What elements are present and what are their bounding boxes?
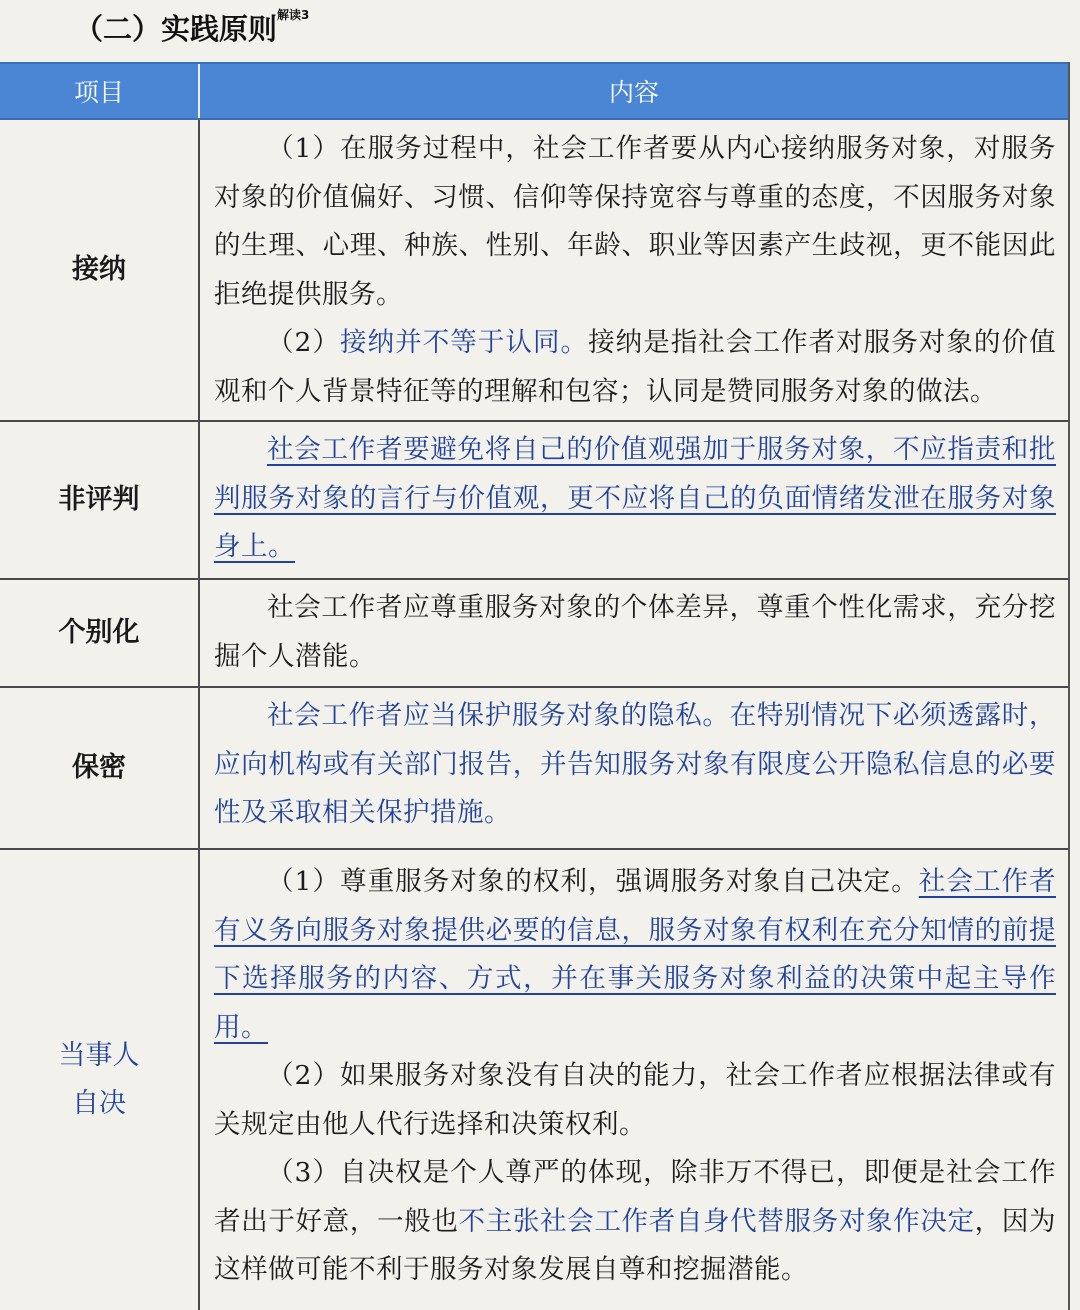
section-title: （二）实践原则: [74, 12, 278, 46]
header-item: 项目: [0, 64, 200, 118]
row-label-self-determination: 当事人 自决: [0, 850, 200, 1310]
highlight-text: 不主张社会工作者自身代替服务对象作决定: [458, 1205, 975, 1237]
paragraph: （1）尊重服务对象的权利，强调服务对象自己决定。社会工作者有义务向服务对象提供必要的信息，服务对象有权利在充分知情的前提下选择服务的内容、方式，并在事关服务对象利益的决策中起主导作用。: [214, 866, 1056, 1043]
table-row-acceptance: [0, 120, 1068, 422]
header-content: 内容: [608, 78, 659, 107]
paragraph: （2）接纳并不等于认同。接纳是指社会工作者对服务对象的价值观和个人背景特征等的理解和包容；认同是赞同服务对象的做法。: [214, 327, 1057, 407]
paragraph: 社会工作者应当保护服务对象的隐私。在特别情况下必须透露时，应向机构或有关部门报告，并告知服务对象有限度公开隐私信息的必要性及采取相关保护措施。: [214, 700, 1056, 828]
paragraph: 社会工作者应尊重服务对象的个体差异，尊重个性化需求，充分挖掘个人潜能。: [214, 592, 1056, 672]
row-content-self-determination: [200, 850, 1068, 1310]
row-label-acceptance: 接纳: [0, 120, 200, 420]
table-header: [0, 62, 1068, 120]
underlined-text: 社会工作者有义务向服务对象提供必要的信息，服务对象有权利在充分知情的前提下选择服务的内容、方式，并在事关服务对象利益的决策中起主导作用。: [214, 866, 1056, 1043]
row-label-individualization: 个别化: [0, 580, 200, 686]
principles-table: [0, 62, 1070, 1310]
table-row-self-determination: [0, 850, 1068, 1310]
row-content-confidentiality: [200, 688, 1068, 848]
row-content-non-judgment: [200, 422, 1068, 578]
note-superscript: 解读3: [277, 8, 310, 22]
paragraph: （1）在服务过程中，社会工作者要从内心接纳服务对象，对服务对象的价值偏好、习惯、信仰等保持宽容与尊重的态度，不因服务对象的生理、心理、种族、性别、年龄、职业等因素产生歧视，更不能因此拒绝提供服务。: [214, 133, 1056, 310]
row-label-confidentiality: 保密: [0, 688, 200, 848]
table-row-confidentiality: [0, 688, 1068, 850]
row-label-non-judgment: 非评判: [0, 422, 200, 578]
section-heading: [74, 6, 309, 52]
row-content-individualization: [200, 580, 1068, 686]
row-content-acceptance: [200, 120, 1068, 420]
table-row-non-judgment: [0, 422, 1068, 580]
paragraph: （3）自决权是个人尊严的体现，除非万不得已，即便是社会工作者出于好意，一般也不主张社会工作者自身代替服务对象作决定，因为这样做可能不利于服务对象发展自尊和挖掘潜能。: [214, 1157, 1057, 1285]
paragraph: [214, 426, 1056, 572]
paragraph: （2）如果服务对象没有自决的能力，社会工作者应根据法律或有关规定由他人代行选择和决策权利。: [214, 1060, 1056, 1140]
underlined-text: 社会工作者要避免将自己的价值观强加于服务对象，不应指责和批判服务对象的言行与价值观，更不应将自己的负面情绪发泄在服务对象身上。: [214, 434, 1056, 562]
table-row-individualization: [0, 580, 1068, 688]
highlight-text: 接纳并不等于认同。: [340, 327, 589, 358]
